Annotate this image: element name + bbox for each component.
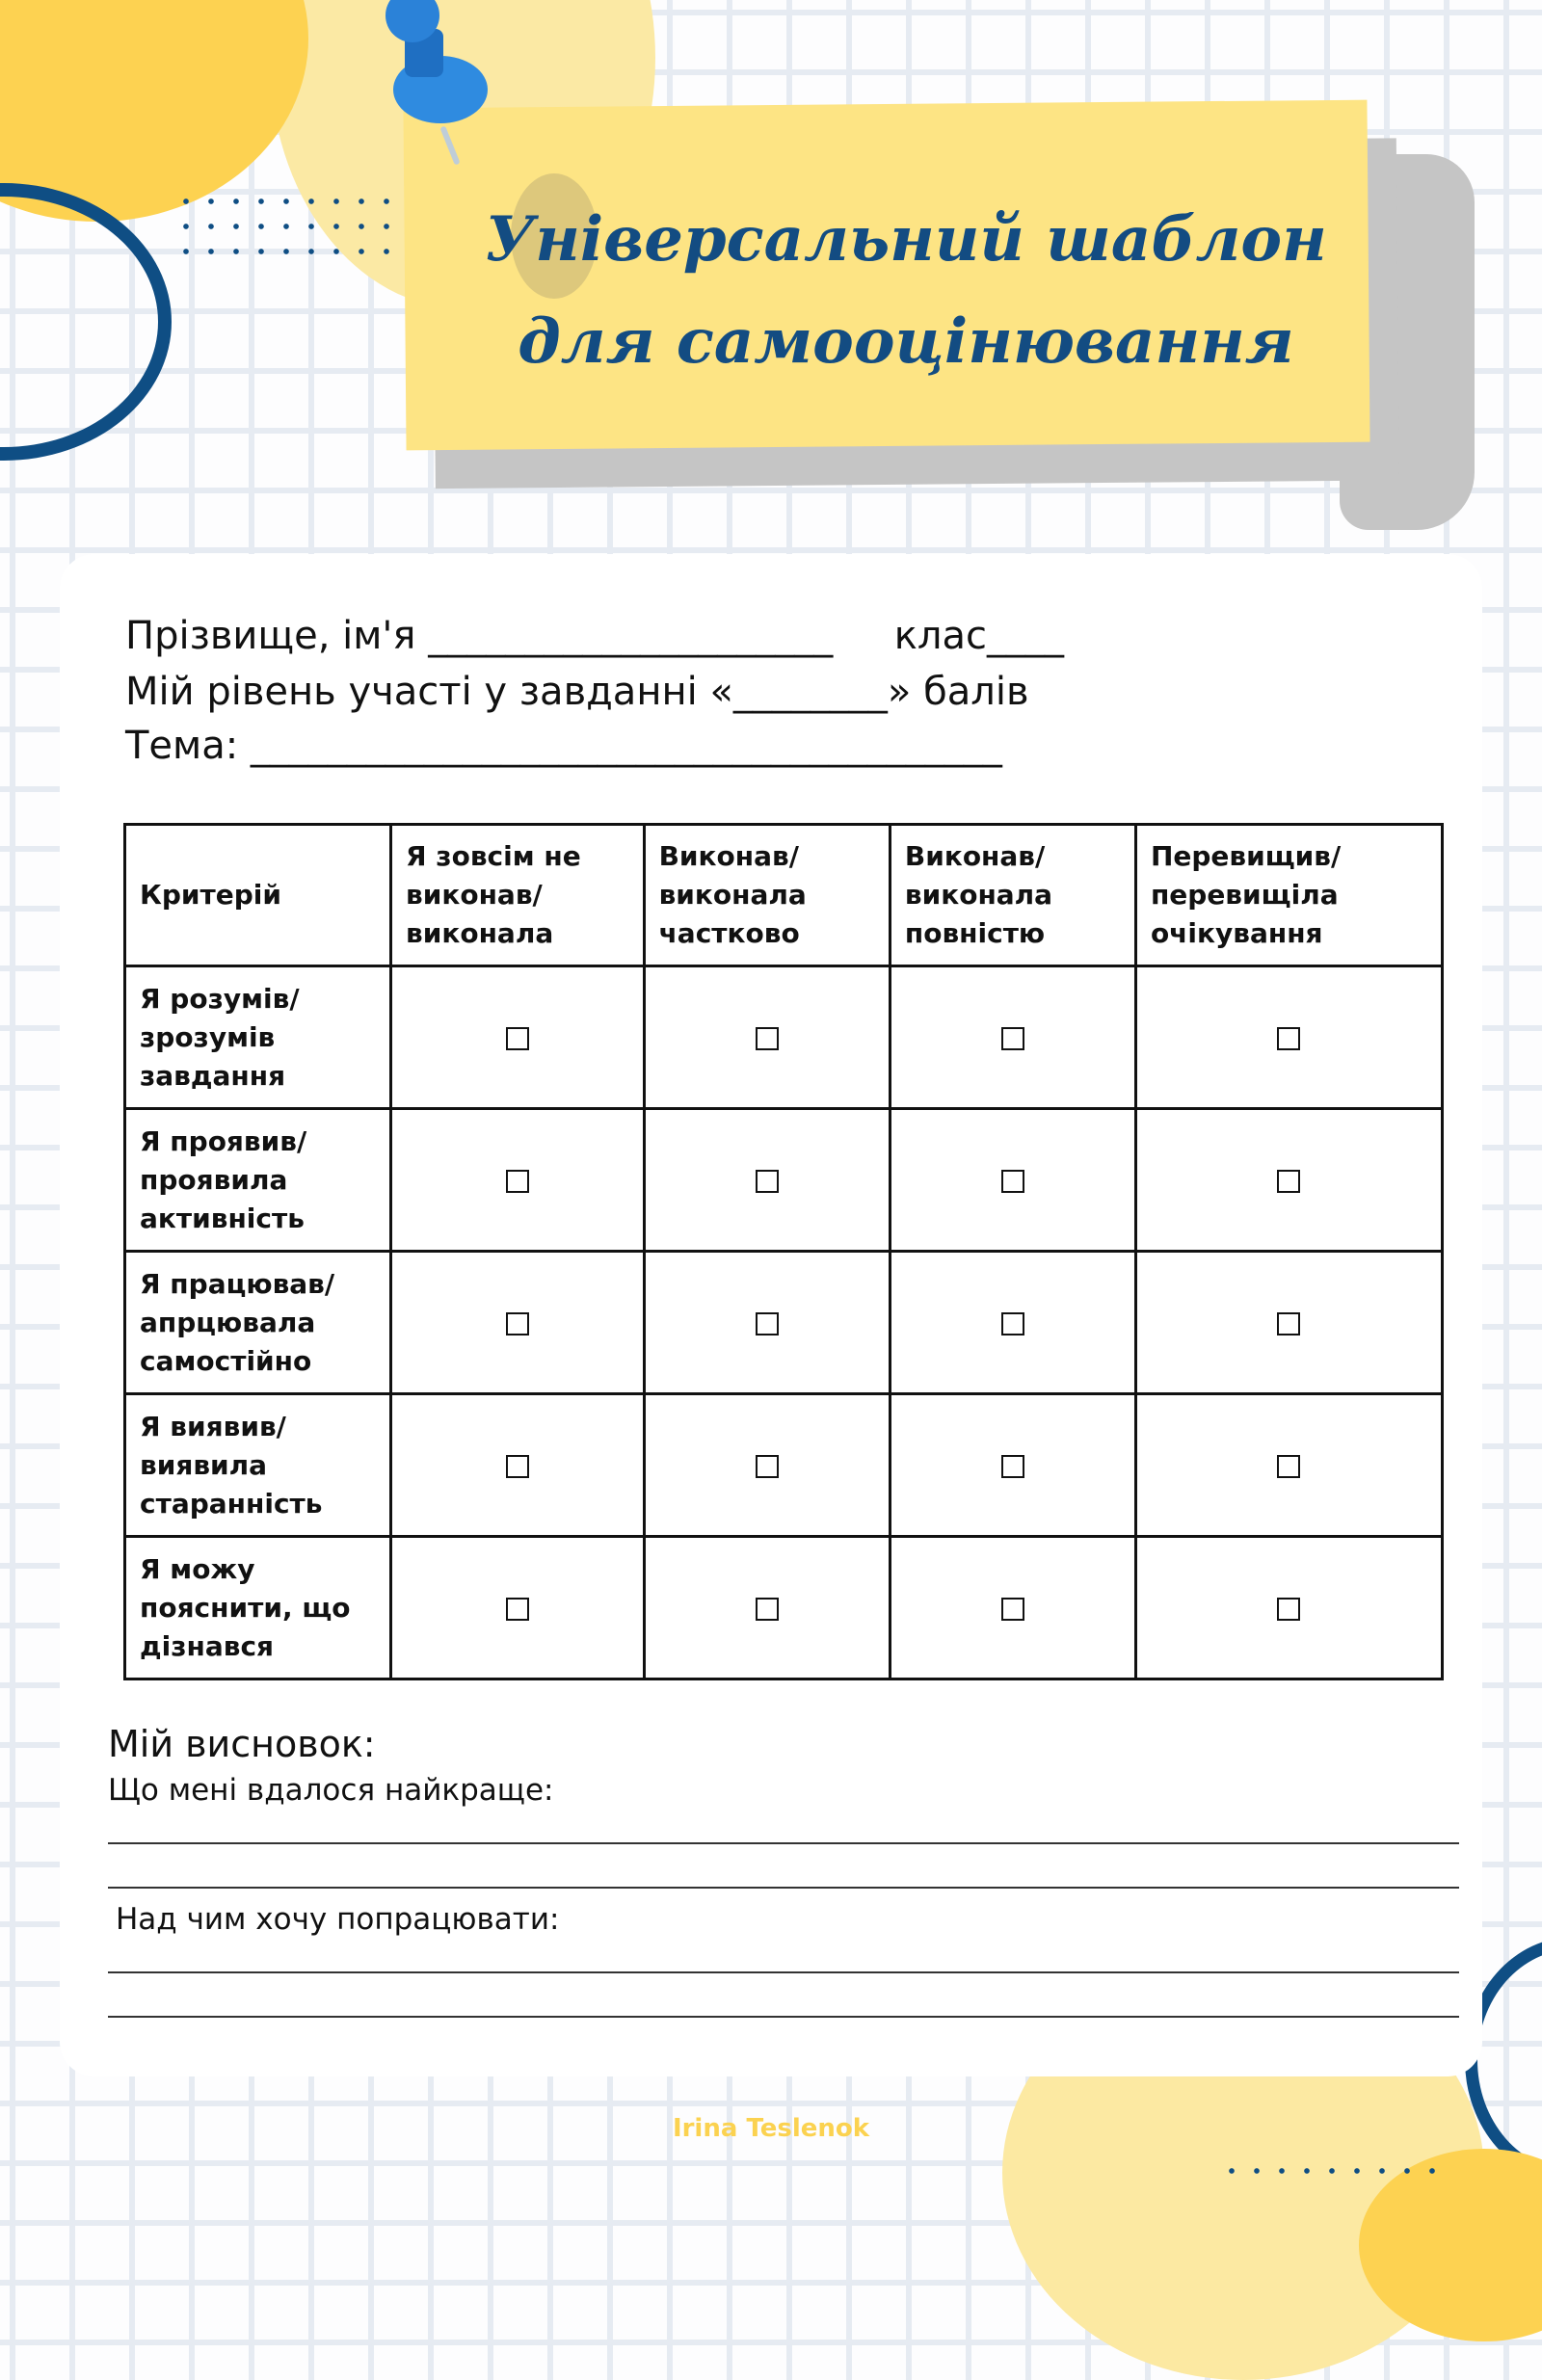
improvement-line-1[interactable]	[108, 1971, 1459, 1973]
topic-field[interactable]: Тема: _______________________________________	[125, 724, 1002, 768]
table-row	[125, 1109, 1443, 1252]
checkbox-exceeded[interactable]	[1277, 1170, 1300, 1193]
conclusion-heading: Мій висновок:	[108, 1723, 376, 1765]
checkbox-cell	[890, 1252, 1135, 1394]
table-row	[125, 966, 1443, 1109]
self-assessment-table	[123, 823, 1444, 1680]
checkbox-not-done[interactable]	[506, 1027, 529, 1050]
criterion-cell: Я проявив/ проявила активність	[125, 1109, 391, 1252]
checkbox-not-done[interactable]	[506, 1455, 529, 1478]
header-complete: Виконав/ виконала повністю	[890, 825, 1135, 966]
decor-blue-ring	[0, 183, 172, 461]
improvement-line-2[interactable]	[108, 2016, 1459, 2018]
checkbox-exceeded[interactable]	[1277, 1312, 1300, 1335]
best-achievement-label: Що мені вдалося найкраще:	[108, 1773, 554, 1808]
table-row	[125, 1537, 1443, 1679]
title-line-2: для самооцінювання	[518, 305, 1294, 378]
checkbox-partial[interactable]	[756, 1170, 779, 1193]
criterion-cell: Я розумів/ зрозумів завдання	[125, 966, 391, 1109]
criterion-cell: Я можу пояснити, що дізнався	[125, 1537, 391, 1679]
checkbox-complete[interactable]	[1001, 1170, 1024, 1193]
decor-dot-grid	[173, 189, 395, 256]
checkbox-cell	[1135, 1394, 1442, 1537]
checkbox-cell	[391, 966, 645, 1109]
checkbox-cell	[644, 966, 890, 1109]
checkbox-cell	[890, 1109, 1135, 1252]
checkbox-cell	[644, 1252, 890, 1394]
header-exceeded: Перевищив/ перевищіла очікування	[1135, 825, 1442, 966]
table-header-row	[125, 825, 1443, 966]
title-line-1: Універсальний шаблон	[485, 203, 1327, 276]
checkbox-partial[interactable]	[756, 1312, 779, 1335]
table-row	[125, 1394, 1443, 1537]
checkbox-partial[interactable]	[756, 1598, 779, 1621]
checkbox-cell	[644, 1537, 890, 1679]
checkbox-not-done[interactable]	[506, 1312, 529, 1335]
checkbox-cell	[644, 1394, 890, 1537]
checkbox-cell	[890, 1394, 1135, 1537]
checkbox-not-done[interactable]	[506, 1598, 529, 1621]
checkbox-exceeded[interactable]	[1277, 1027, 1300, 1050]
criterion-cell: Я працював/ апрцювала самостійно	[125, 1252, 391, 1394]
header-criterion: Критерій	[125, 825, 391, 966]
checkbox-complete[interactable]	[1001, 1312, 1024, 1335]
checkbox-cell	[644, 1109, 890, 1252]
checkbox-cell	[391, 1109, 645, 1252]
checkbox-complete[interactable]	[1001, 1027, 1024, 1050]
header-not-done: Я зовсім не виконав/ виконала	[391, 825, 645, 966]
checkbox-cell	[1135, 1252, 1442, 1394]
checkbox-cell	[391, 1537, 645, 1679]
checkbox-cell	[890, 966, 1135, 1109]
checkbox-partial[interactable]	[756, 1027, 779, 1050]
table-row	[125, 1252, 1443, 1394]
checkbox-partial[interactable]	[756, 1455, 779, 1478]
checkbox-cell	[1135, 966, 1442, 1109]
best-achievement-line-1[interactable]	[108, 1842, 1459, 1844]
checkbox-cell	[890, 1537, 1135, 1679]
page-title	[424, 189, 1388, 393]
checkbox-not-done[interactable]	[506, 1170, 529, 1193]
author-credit: Irina Teslenok	[672, 2114, 870, 2143]
checkbox-exceeded[interactable]	[1277, 1455, 1300, 1478]
checkbox-complete[interactable]	[1001, 1598, 1024, 1621]
checkbox-cell	[1135, 1109, 1442, 1252]
best-achievement-line-2[interactable]	[108, 1887, 1459, 1889]
checkbox-cell	[391, 1252, 645, 1394]
criterion-cell: Я виявив/ виявила старанність	[125, 1394, 391, 1537]
checkbox-complete[interactable]	[1001, 1455, 1024, 1478]
name-class-field[interactable]: Прізвище, ім'я _____________________ клас____	[125, 614, 1065, 658]
checkbox-cell	[1135, 1537, 1442, 1679]
checkbox-cell	[391, 1394, 645, 1537]
checkbox-exceeded[interactable]	[1277, 1598, 1300, 1621]
participation-score-field[interactable]: Мій рівень участі у завданні «________» балів	[125, 670, 1029, 714]
decor-dot-grid-bottom	[1219, 2158, 1441, 2187]
improvement-label: Над чим хочу попрацювати:	[116, 1902, 560, 1937]
header-partial: Виконав/ виконала частково	[644, 825, 890, 966]
